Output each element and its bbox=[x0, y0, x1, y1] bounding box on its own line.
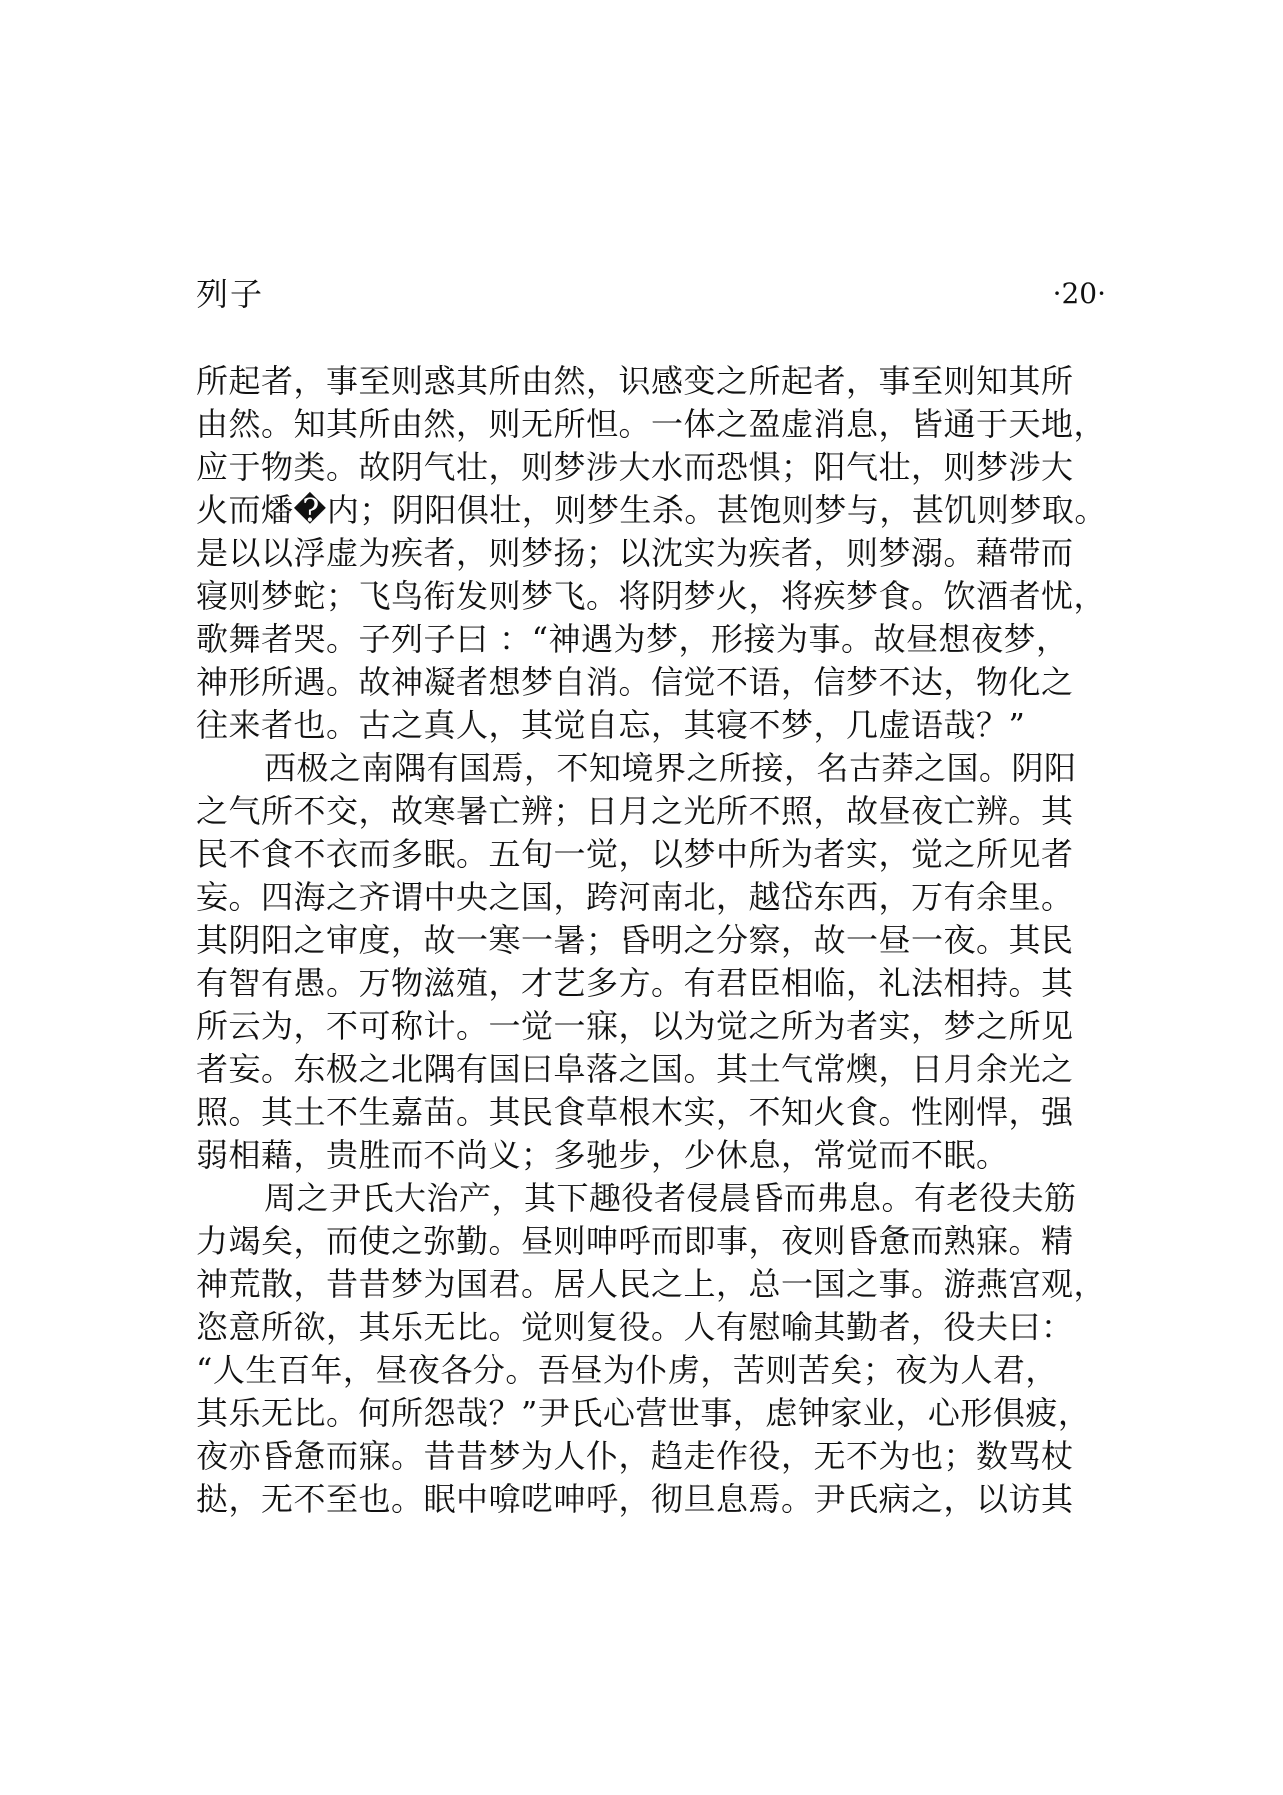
paragraph-first-line: 周之尹氏大治产，其下趣役者侵晨昏而弗息。有老役夫筋 bbox=[264, 1179, 1077, 1217]
text-line: 民不食不衣而多眠。五旬一觉，以梦中所为者实，觉之所见者 bbox=[196, 835, 1074, 873]
text-line: 所起者，事至则惑其所由然，识感变之所起者，事至则知其所 bbox=[196, 362, 1074, 400]
text-line: 歌舞者哭。子列子曰 ：“神遇为梦，形接为事。故昼想夜梦， bbox=[196, 620, 1069, 658]
text-line: 寝则梦蛇；飞鸟衔发则梦飞。将阴梦火，将疾梦食。饮酒者忧， bbox=[196, 577, 1107, 615]
text-line: 其乐无比。何所怨哉？”尹氏心营世事，虑钟家业，心形俱疲， bbox=[196, 1394, 1091, 1432]
text-line: 之气所不交，故寒暑亡辨；日月之光所不照，故昼夜亡辨。其 bbox=[196, 792, 1074, 830]
text-line: 是以以浮虚为疾者，则梦扬；以沈实为疾者，则梦溺。藉带而 bbox=[196, 534, 1074, 572]
text-line: 恣意所欲，其乐无比。觉则复役。人有慰喻其勤者，役夫曰： bbox=[196, 1308, 1074, 1346]
text-line: 弱相藉，贵胜而不尚义；多驰步，少休息，常觉而不眠。 bbox=[196, 1136, 1009, 1174]
text-line: 力竭矣，而使之弥勤。昼则呻呼而即事，夜则昏惫而熟寐。精 bbox=[196, 1222, 1074, 1260]
text-line: “人生百年，昼夜各分。吾昼为仆虏，苦则苦矣；夜为人君， bbox=[196, 1351, 1058, 1389]
text-line: 者妄。东极之北隅有国曰阜落之国。其土气常燠，日月余光之 bbox=[196, 1050, 1074, 1088]
text-line: 其阴阳之审度，故一寒一暑；昏明之分察，故一昼一夜。其民 bbox=[196, 921, 1074, 959]
page-header bbox=[196, 272, 1106, 316]
text-line: 往来者也。古之真人，其觉自忘，其寝不梦，几虚语哉？” bbox=[196, 706, 1026, 744]
text-line: 挞，无不至也。眠中啽呓呻呼，彻旦息焉。尹氏病之，以访其 bbox=[196, 1480, 1074, 1518]
text-line: 神形所遇。故神凝者想梦自消。信觉不语，信梦不达，物化之 bbox=[196, 663, 1074, 701]
text-line: 照。其土不生嘉苗。其民食草根木实，不知火食。性刚悍，强 bbox=[196, 1093, 1074, 1131]
page-number: ·20· bbox=[1052, 277, 1106, 310]
text-line: 有智有愚。万物滋殖，才艺多方。有君臣相临，礼法相持。其 bbox=[196, 964, 1074, 1002]
text-line: 夜亦昏惫而寐。昔昔梦为人仆，趋走作役，无不为也；数骂杖 bbox=[196, 1437, 1074, 1475]
text-line: 妄。四海之齐谓中央之国，跨河南北，越岱东西，万有余里。 bbox=[196, 878, 1074, 916]
text-line: 火而燔�内；阴阳俱壮，则梦生杀。甚饱则梦与，甚饥则梦取。 bbox=[196, 491, 1107, 529]
text-line: 神荒散，昔昔梦为国君。居人民之上，总一国之事。游燕宫观， bbox=[196, 1265, 1107, 1303]
text-line: 由然。知其所由然，则无所怛。一体之盈虚消息，皆通于天地， bbox=[196, 405, 1107, 443]
running-title: 列子 bbox=[196, 275, 265, 313]
text-line: 应于物类。故阴气壮，则梦涉大水而恐惧；阳气壮，则梦涉大 bbox=[196, 448, 1074, 486]
text-line: 所云为，不可称计。一觉一寐，以为觉之所为者实，梦之所见 bbox=[196, 1007, 1074, 1045]
paragraph-first-line: 西极之南隅有国焉，不知境界之所接，名古莽之国。阴阳 bbox=[264, 749, 1077, 787]
body-text bbox=[196, 360, 1120, 1521]
